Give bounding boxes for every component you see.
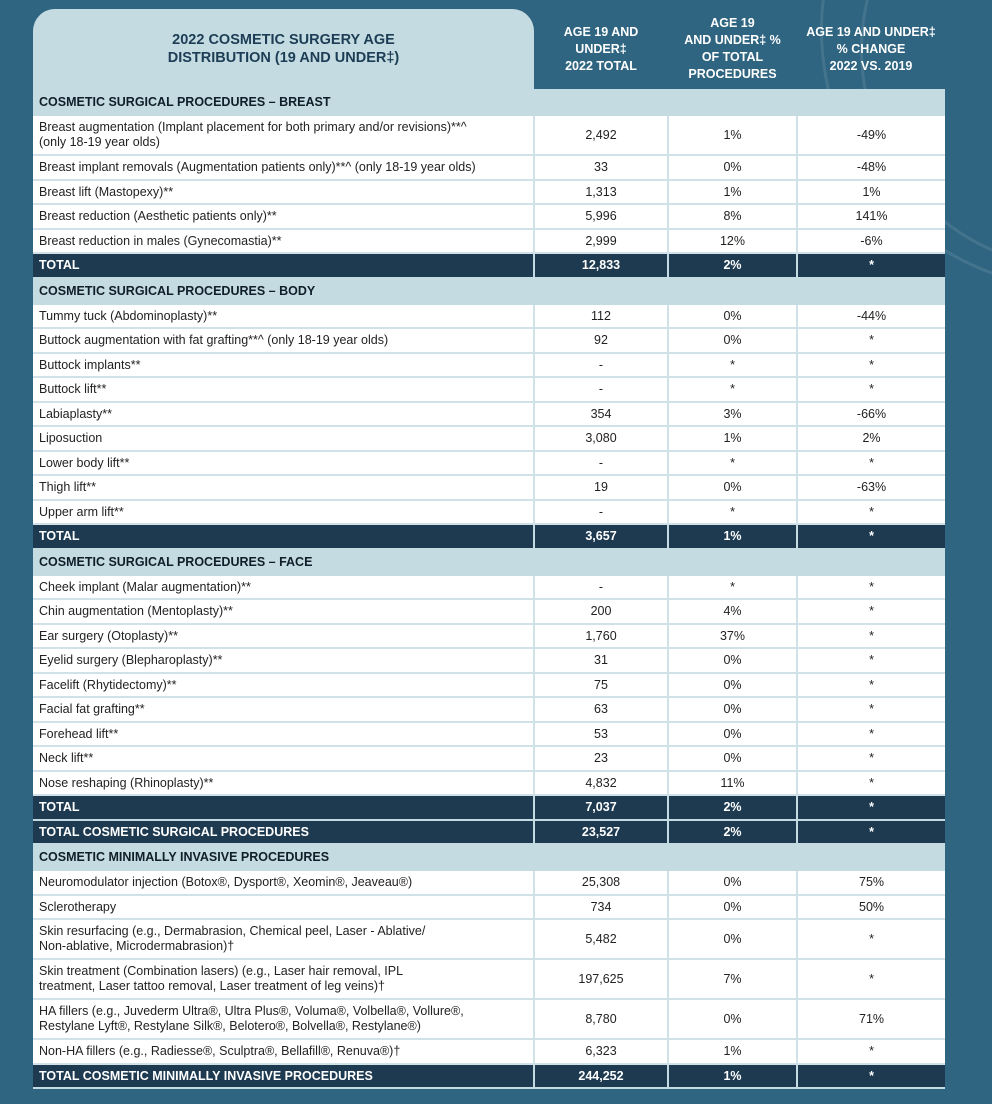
table-row (33, 599, 945, 624)
percent-change-cell: -48% (797, 155, 945, 180)
procedure-name-line: Breast lift (Mastopexy)** (39, 184, 174, 199)
total-cell: 25,308 (534, 870, 668, 895)
percent-change-cell: * (797, 524, 945, 549)
procedure-name (33, 820, 534, 845)
table-row (33, 959, 945, 999)
percent-of-total-cell: 0% (668, 999, 797, 1039)
procedure-name (33, 919, 534, 959)
percent-change-cell: * (797, 377, 945, 402)
percent-change-cell: -66% (797, 402, 945, 427)
procedure-name-line: Chin augmentation (Mentoplasty)** (39, 604, 233, 619)
percent-of-total-cell: 1% (668, 1039, 797, 1064)
procedure-name (33, 115, 534, 155)
procedure-name (33, 959, 534, 999)
total-cell: - (534, 500, 668, 525)
procedure-name-line: Neck lift** (39, 751, 94, 766)
total-cell: 23,527 (534, 820, 668, 845)
procedure-name-line: (only 18-19 year olds) (39, 135, 160, 149)
total-cell: 3,080 (534, 426, 668, 451)
table-row (33, 180, 945, 205)
total-cell: 2,492 (534, 115, 668, 155)
percent-change-cell: * (797, 353, 945, 378)
percent-change-cell: -44% (797, 304, 945, 329)
table-row (33, 500, 945, 525)
procedure-name-line: TOTAL COSMETIC MINIMALLY INVASIVE PROCEDURES (39, 1068, 373, 1083)
table-row (33, 722, 945, 747)
total-cell: 2,999 (534, 229, 668, 254)
percent-of-total-cell: 4% (668, 599, 797, 624)
table-row (33, 204, 945, 229)
percent-change-cell: * (797, 451, 945, 476)
procedure-name (33, 624, 534, 649)
table-row (33, 475, 945, 500)
procedure-name (33, 1064, 534, 1089)
total-cell: 4,832 (534, 771, 668, 796)
procedure-name-line: Breast reduction in males (Gynecomastia)** (39, 233, 282, 248)
procedure-name-line: HA fillers (e.g., Juvederm Ultra®, Ultra Plus®, Voluma®, Volbella®, Vollure®, (39, 1004, 464, 1018)
percent-of-total-cell: 0% (668, 673, 797, 698)
procedure-name (33, 746, 534, 771)
table-row (33, 771, 945, 796)
procedure-name (33, 204, 534, 229)
total-cell: 244,252 (534, 1064, 668, 1089)
percent-change-cell: * (797, 697, 945, 722)
percent-change-cell: * (797, 673, 945, 698)
total-cell: - (534, 575, 668, 600)
percent-change-cell: * (797, 746, 945, 771)
total-row (33, 253, 945, 278)
percent-change-cell: * (797, 820, 945, 845)
procedure-name-line: TOTAL (39, 258, 80, 273)
section-header-label: COSMETIC MINIMALLY INVASIVE PROCEDURES (33, 844, 945, 870)
total-cell: 63 (534, 697, 668, 722)
procedure-name-line: Cheek implant (Malar augmentation)** (39, 579, 251, 594)
total-cell: 197,625 (534, 959, 668, 999)
procedure-name (33, 1039, 534, 1064)
procedure-name (33, 353, 534, 378)
procedure-name (33, 648, 534, 673)
procedure-name (33, 599, 534, 624)
percent-change-cell: * (797, 575, 945, 600)
percent-of-total-cell: 11% (668, 771, 797, 796)
procedure-name-line: Sclerotherapy (39, 899, 117, 914)
percent-of-total-cell: 0% (668, 304, 797, 329)
table-row (33, 328, 945, 353)
table-row (33, 115, 945, 155)
percent-of-total-cell: 0% (668, 919, 797, 959)
table-row (33, 155, 945, 180)
table-row (33, 575, 945, 600)
total-cell: 1,313 (534, 180, 668, 205)
procedure-name (33, 673, 534, 698)
column-header-line: 2022 VS. 2019 (829, 58, 913, 73)
procedure-name-line: Breast implant removals (Augmentation patients only)**^ (only 18-19 year olds) (39, 160, 476, 175)
percent-change-cell: -6% (797, 229, 945, 254)
column-header-line: 2022 TOTAL (565, 58, 637, 73)
table-row (33, 697, 945, 722)
procedure-name-line: Neuromodulator injection (Botox®, Dysport®, Xeomin®, Jeaveau®) (39, 875, 413, 890)
percent-of-total-cell: 0% (668, 155, 797, 180)
percent-of-total-cell: 0% (668, 648, 797, 673)
procedure-name-line: Breast reduction (Aesthetic patients only)** (39, 209, 277, 224)
procedure-name-line: Restylane Lyft®, Restylane Silk®, Belotero®, Bolvella®, Restylane®) (39, 1019, 421, 1033)
percent-change-cell: -63% (797, 475, 945, 500)
table-row (33, 451, 945, 476)
percent-of-total-cell: 12% (668, 229, 797, 254)
total-cell: 5,996 (534, 204, 668, 229)
section-header-row (33, 89, 945, 115)
procedure-name (33, 722, 534, 747)
table-header (33, 9, 945, 89)
total-cell: 7,037 (534, 795, 668, 820)
total-cell: 75 (534, 673, 668, 698)
percent-change-cell: * (797, 253, 945, 278)
column-header-line: OF TOTAL (701, 50, 764, 64)
percent-change-cell: * (797, 722, 945, 747)
procedure-name (33, 377, 534, 402)
percent-change-cell: -49% (797, 115, 945, 155)
procedure-name-line: Thigh lift** (39, 480, 96, 495)
percent-change-cell: 141% (797, 204, 945, 229)
section-header-row (33, 844, 945, 870)
procedure-name (33, 697, 534, 722)
procedure-name-line: Buttock implants** (39, 357, 141, 372)
percent-change-cell: 2% (797, 426, 945, 451)
percent-change-cell: * (797, 599, 945, 624)
procedure-name-line: Upper arm lift** (39, 504, 124, 519)
percent-of-total-cell: * (668, 377, 797, 402)
section-header-label: COSMETIC SURGICAL PROCEDURES – BREAST (33, 89, 945, 115)
table-row (33, 304, 945, 329)
percent-change-cell: * (797, 1039, 945, 1064)
percent-change-cell: * (797, 500, 945, 525)
procedure-name-line: Skin treatment (Combination lasers) (e.g., Laser hair removal, IPL (39, 964, 404, 978)
column-header-2022-total (534, 9, 668, 89)
procedure-name-line: Breast augmentation (Implant placement for both primary and/or revisions)**^ (39, 120, 467, 134)
total-cell: 19 (534, 475, 668, 500)
total-cell: 33 (534, 155, 668, 180)
percent-of-total-cell: 2% (668, 820, 797, 845)
procedure-name (33, 524, 534, 549)
procedure-name-line: TOTAL COSMETIC SURGICAL PROCEDURES (39, 824, 309, 839)
total-row (33, 795, 945, 820)
column-header-line: UNDER‡ (575, 41, 627, 56)
data-table (33, 89, 945, 1089)
percent-of-total-cell: 0% (668, 870, 797, 895)
percent-of-total-cell: 7% (668, 959, 797, 999)
percent-of-total-cell: 0% (668, 722, 797, 747)
column-header-line: % CHANGE (836, 41, 906, 56)
total-cell: 53 (534, 722, 668, 747)
table-title (33, 9, 534, 89)
total-cell: 6,323 (534, 1039, 668, 1064)
percent-of-total-cell: * (668, 353, 797, 378)
table-row (33, 999, 945, 1039)
percent-change-cell: 75% (797, 870, 945, 895)
percent-change-cell: 71% (797, 999, 945, 1039)
table-row (33, 426, 945, 451)
percent-change-cell: * (797, 328, 945, 353)
total-cell: 92 (534, 328, 668, 353)
total-cell: 1,760 (534, 624, 668, 649)
procedure-name (33, 253, 534, 278)
section-header-row (33, 278, 945, 304)
procedure-name-line: Buttock augmentation with fat grafting**^ (only 18-19 year olds) (39, 333, 389, 348)
procedure-name (33, 870, 534, 895)
procedure-name-line: Nose reshaping (Rhinoplasty)** (39, 775, 214, 790)
percent-change-cell: 1% (797, 180, 945, 205)
percent-of-total-cell: 0% (668, 697, 797, 722)
total-cell: 12,833 (534, 253, 668, 278)
percent-of-total-cell: 2% (668, 795, 797, 820)
procedure-name (33, 328, 534, 353)
table-row (33, 1039, 945, 1064)
percent-of-total-cell: 1% (668, 180, 797, 205)
procedure-name-line: Facelift (Rhytidectomy)** (39, 677, 177, 692)
age-distribution-table (33, 9, 945, 1089)
procedure-name (33, 451, 534, 476)
table-row (33, 673, 945, 698)
table-row (33, 377, 945, 402)
section-header-label: COSMETIC SURGICAL PROCEDURES – FACE (33, 549, 945, 575)
total-cell: - (534, 377, 668, 402)
total-cell: 354 (534, 402, 668, 427)
total-cell: - (534, 353, 668, 378)
percent-change-cell: * (797, 795, 945, 820)
procedure-name-line: Buttock lift** (39, 382, 107, 397)
column-header-line: AND UNDER‡ % (684, 33, 781, 47)
total-cell: 31 (534, 648, 668, 673)
procedure-name (33, 402, 534, 427)
procedure-name-line: Non-ablative, Microdermabrasion)† (39, 939, 235, 953)
procedure-name-line: Liposuction (39, 431, 103, 446)
percent-change-cell: * (797, 624, 945, 649)
procedure-name (33, 180, 534, 205)
total-cell: 8,780 (534, 999, 668, 1039)
procedure-name-line: Tummy tuck (Abdominoplasty)** (39, 308, 218, 323)
percent-of-total-cell: 0% (668, 895, 797, 920)
table-row (33, 895, 945, 920)
procedure-name-line: Lower body lift** (39, 455, 130, 470)
total-cell: 734 (534, 895, 668, 920)
procedure-name-line: Ear surgery (Otoplasty)** (39, 628, 178, 643)
procedure-name-line: TOTAL (39, 529, 80, 544)
procedure-name-line: Skin resurfacing (e.g., Dermabrasion, Chemical peel, Laser - Ablative/ (39, 924, 426, 938)
procedure-name (33, 426, 534, 451)
procedure-name (33, 304, 534, 329)
table-title-line: DISTRIBUTION (19 AND UNDER‡) (167, 50, 400, 66)
column-header-line: AGE 19 AND UNDER‡ (806, 24, 936, 39)
procedure-name (33, 475, 534, 500)
procedure-name-line: TOTAL (39, 800, 80, 815)
total-row (33, 524, 945, 549)
procedure-name-line: Facial fat grafting** (39, 702, 145, 717)
section-header-row (33, 549, 945, 575)
column-header-percent-of-total (668, 9, 797, 89)
procedure-name-line: Forehead lift** (39, 726, 119, 741)
column-header-percent-change (797, 9, 945, 89)
total-cell: 112 (534, 304, 668, 329)
total-row (33, 1064, 945, 1089)
procedure-name (33, 229, 534, 254)
percent-change-cell: 50% (797, 895, 945, 920)
table-row (33, 870, 945, 895)
column-header-line: AGE 19 AND (563, 24, 639, 39)
table-row (33, 402, 945, 427)
percent-of-total-cell: 0% (668, 328, 797, 353)
percent-of-total-cell: * (668, 575, 797, 600)
procedure-name (33, 795, 534, 820)
table-row (33, 229, 945, 254)
percent-of-total-cell: 1% (668, 426, 797, 451)
total-cell: 3,657 (534, 524, 668, 549)
percent-of-total-cell: * (668, 500, 797, 525)
percent-of-total-cell: 1% (668, 115, 797, 155)
total-cell: 200 (534, 599, 668, 624)
procedure-name-line: Non-HA fillers (e.g., Radiesse®, Sculptra®, Bellafill®, Renuva®)† (39, 1044, 401, 1059)
procedure-name (33, 575, 534, 600)
percent-change-cell: * (797, 771, 945, 796)
percent-change-cell: * (797, 1064, 945, 1089)
procedure-name (33, 155, 534, 180)
column-header-line: AGE 19 (710, 16, 755, 30)
section-header-label: COSMETIC SURGICAL PROCEDURES – BODY (33, 278, 945, 304)
percent-of-total-cell: 0% (668, 746, 797, 771)
procedure-name (33, 895, 534, 920)
percent-of-total-cell: 1% (668, 1064, 797, 1089)
percent-change-cell: * (797, 648, 945, 673)
total-cell: - (534, 451, 668, 476)
procedure-name (33, 999, 534, 1039)
table-row (33, 648, 945, 673)
column-header-line: PROCEDURES (688, 67, 777, 81)
procedure-name-line: Eyelid surgery (Blepharoplasty)** (39, 653, 223, 668)
total-cell: 5,482 (534, 919, 668, 959)
percent-change-cell: * (797, 959, 945, 999)
procedure-name (33, 771, 534, 796)
total-cell: 23 (534, 746, 668, 771)
table-row (33, 919, 945, 959)
table-title-line: 2022 COSMETIC SURGERY AGE (172, 32, 395, 48)
percent-of-total-cell: 3% (668, 402, 797, 427)
procedure-name (33, 500, 534, 525)
percent-of-total-cell: 37% (668, 624, 797, 649)
percent-of-total-cell: 0% (668, 475, 797, 500)
table-row (33, 746, 945, 771)
percent-change-cell: * (797, 919, 945, 959)
percent-of-total-cell: 1% (668, 524, 797, 549)
percent-of-total-cell: * (668, 451, 797, 476)
procedure-name-line: Labiaplasty** (39, 406, 112, 421)
percent-of-total-cell: 8% (668, 204, 797, 229)
percent-of-total-cell: 2% (668, 253, 797, 278)
table-row (33, 353, 945, 378)
procedure-name-line: treatment, Laser tattoo removal, Laser treatment of leg veins)† (39, 979, 386, 993)
table-row (33, 624, 945, 649)
total-row (33, 820, 945, 845)
